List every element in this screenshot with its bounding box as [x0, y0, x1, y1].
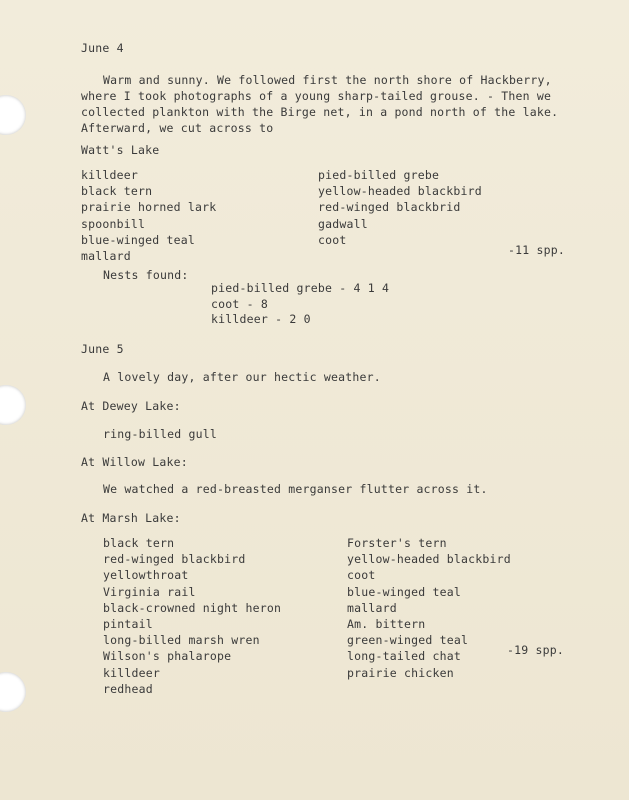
- list-item: killdeer: [81, 168, 138, 182]
- list-item: pintail: [103, 617, 153, 632]
- list-item: Virginia rail: [103, 584, 196, 599]
- list-item: pied-billed grebe - 4 1 4: [211, 281, 390, 295]
- list-item: Wilson's phalarope: [103, 649, 232, 664]
- list-item: ring-billed gull: [103, 427, 217, 441]
- list-item: black tern: [103, 536, 175, 550]
- list-item: spoonbill: [81, 216, 146, 231]
- list-item: prairie chicken: [347, 665, 454, 680]
- list-item: red-winged blackbird: [103, 552, 246, 567]
- paragraph-line: Warm and sunny. We followed first the north shore of Hackberry,: [103, 73, 552, 87]
- paragraph-line: Afterward, we cut across to: [81, 121, 274, 135]
- bird-list-right: [318, 167, 482, 248]
- punch-hole-bottom: [0, 672, 26, 712]
- list-item: killdeer: [103, 665, 160, 680]
- list-item: yellowthroat: [103, 568, 189, 583]
- location-heading: At Dewey Lake:: [81, 399, 181, 413]
- location-heading: Watt's Lake: [81, 143, 160, 157]
- punch-hole-top: [0, 95, 26, 135]
- location-heading: At Willow Lake:: [81, 455, 188, 469]
- paragraph-line: where I took photographs of a young sharp-tailed grouse. - Then we: [81, 89, 552, 103]
- list-item: long-billed marsh wren: [103, 633, 260, 648]
- bird-list-right: [347, 535, 511, 681]
- list-item: mallard: [81, 249, 131, 264]
- entry-intro: A lovely day, after our hectic weather.: [103, 370, 381, 384]
- entry-date: June 5: [81, 342, 124, 356]
- list-item: redhead: [103, 681, 153, 696]
- list-item: prairie horned lark: [81, 200, 217, 215]
- location-heading: At Marsh Lake:: [81, 511, 181, 525]
- list-item: yellow-headed blackbird: [347, 552, 511, 567]
- list-item: yellow-headed blackbird: [318, 184, 482, 199]
- bird-list-left: [81, 167, 216, 264]
- entry-paragraph: [81, 72, 581, 136]
- list-item: long-tailed chat: [347, 649, 461, 664]
- list-item: mallard: [347, 600, 397, 615]
- paragraph-line: collected plankton with the Birge net, in a pond north of the lake.: [81, 105, 559, 119]
- entry-date: June 4: [81, 41, 124, 55]
- list-item: pied-billed grebe: [318, 168, 440, 182]
- list-item: green-winged teal: [347, 633, 469, 648]
- species-count: -19 spp.: [507, 643, 564, 657]
- list-item: coot - 8: [211, 296, 268, 311]
- list-item: gadwall: [318, 216, 368, 231]
- species-count: -11 spp.: [508, 243, 565, 257]
- list-item: coot: [347, 568, 376, 583]
- entry-note: We watched a red-breasted merganser flutter across it.: [103, 482, 488, 496]
- list-item: killdeer - 2 0: [211, 312, 311, 326]
- list-item: red-winged blackbrid: [318, 200, 461, 215]
- list-item: Forster's tern: [347, 536, 447, 550]
- list-item: blue-winged teal: [347, 584, 461, 599]
- list-item: coot: [318, 232, 347, 247]
- bird-list-left: [103, 535, 281, 697]
- list-item: black-crowned night heron: [103, 600, 282, 615]
- punch-hole-middle: [0, 385, 26, 425]
- nests-label: Nests found:: [103, 268, 189, 282]
- list-item: blue-winged teal: [81, 232, 195, 247]
- nests-list: [211, 281, 389, 328]
- list-item: Am. bittern: [347, 617, 426, 632]
- list-item: black tern: [81, 184, 153, 199]
